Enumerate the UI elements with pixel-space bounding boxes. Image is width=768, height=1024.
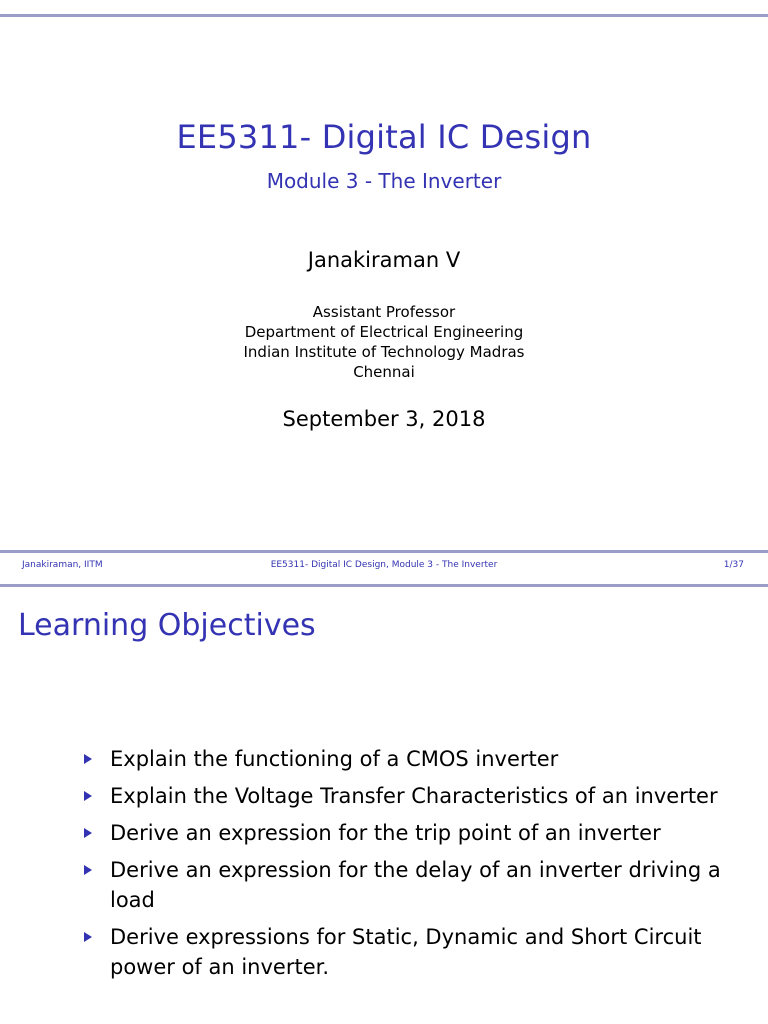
triangle-bullet-icon [84,865,92,875]
objective-text: Explain the Voltage Transfer Characteristics of an inverter [110,784,718,808]
footer-page-number: 1/37 [723,560,744,570]
affiliation-line: Indian Institute of Technology Madras [243,343,525,361]
triangle-bullet-icon [84,791,92,801]
objective-text: Explain the functioning of a CMOS inverter [110,747,559,771]
list-item [84,818,724,848]
affiliation-line: Chennai [353,363,415,381]
list-item [84,855,724,915]
affiliation-line: Assistant Professor [312,303,456,321]
slide-subtitle: Module 3 - The Inverter [266,169,502,193]
list-item [84,781,724,811]
list-item [84,744,724,774]
author-name: Janakiraman V [307,248,461,272]
footer-title: EE5311- Digital IC Design, Module 3 - The Inverter [270,560,498,570]
slide-footer [0,560,768,574]
objective-text: Derive an expression for the trip point of an inverter [110,821,661,845]
presentation-date: September 3, 2018 [282,407,486,431]
triangle-bullet-icon [84,932,92,942]
objectives-list [84,744,724,989]
separator-rule [0,584,768,587]
triangle-bullet-icon [84,754,92,764]
footer-author: Janakiraman, IITM [22,560,103,570]
footer-rule [0,550,768,553]
affiliation-block [0,302,768,382]
learning-objectives-title: Learning Objectives [18,608,316,643]
objective-text: Derive expressions for Static, Dynamic and Short Circuit power of an inverter. [110,925,702,979]
affiliation-line: Department of Electrical Engineering [244,323,524,341]
triangle-bullet-icon [84,828,92,838]
list-item [84,922,724,982]
slide-title: EE5311- Digital IC Design [176,118,592,156]
objective-text: Derive an expression for the delay of an inverter driving a load [110,858,721,912]
